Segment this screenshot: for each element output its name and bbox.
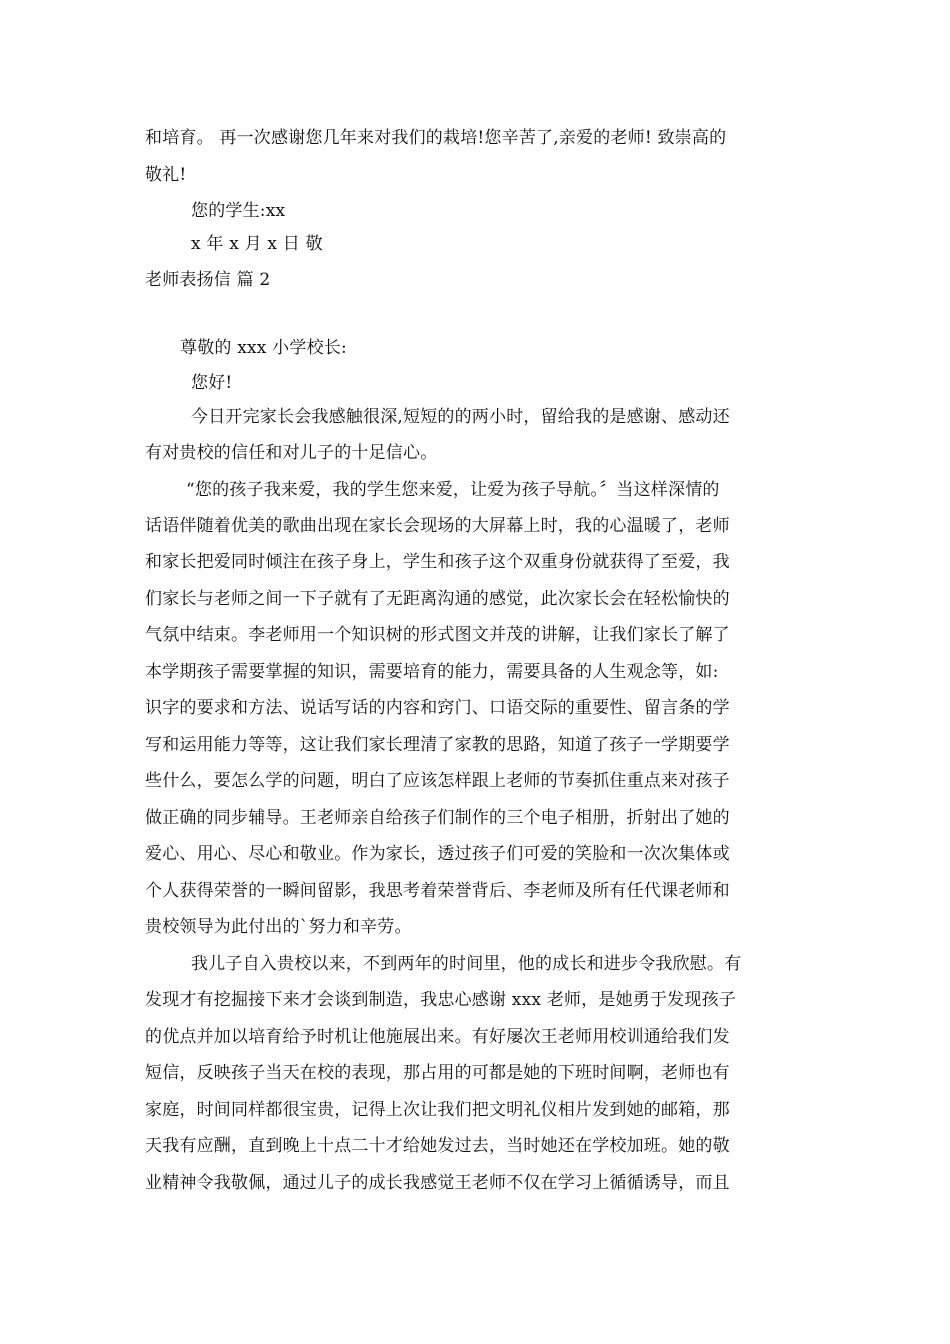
paragraph-line: 和家长把爱同时倾注在孩子身上，学生和孩子这个双重身份就获得了至爱，我 [145, 552, 730, 572]
paragraph-line: 些什么，要怎么学的问题，明白了应该怎样跟上老师的节奏抓住重点来对孩子 [145, 771, 730, 791]
paragraph-line: 业精神令我敬佩，通过儿子的成长我感觉王老师不仅在学习上循循诱导，而且 [145, 1173, 730, 1193]
paragraph-line: 天我有应酬，直到晚上十点二十才给她发过去，当时她还在学校加班。她的敬 [145, 1136, 730, 1156]
text-line: 敬礼! [145, 165, 187, 185]
paragraph-line: 个人获得荣誉的一瞬间留影，我思考着荣誉背后、李老师及所有任代课老师和 [145, 881, 730, 901]
paragraph-line: “您的孩子我来爱，我的学生您来爱，让爱为孩子导航。〞当这样深情的 [186, 480, 720, 500]
paragraph-line: 气氛中结束。李老师用一个知识树的形式图文并茂的讲解，让我们家长了解了 [145, 625, 730, 645]
date-line: x 年 x 月 x 日 敬 [191, 234, 323, 254]
salutation: 尊敬的 xxx 小学校长: [180, 338, 347, 358]
paragraph-line: 发现才有挖掘接下来才会谈到制造，我忠心感谢 xxx 老师，是她勇于发现孩子 [145, 990, 736, 1010]
paragraph-line: 做正确的同步辅导。王老师亲自给孩子们制作的三个电子相册，折射出了她的 [145, 808, 730, 828]
paragraph-line: 爱心、用心、尽心和敬业。作为家长，透过孩子们可爱的笑脸和一次次集体或 [145, 844, 730, 864]
paragraph-line: 本学期孩子需要掌握的知识，需要培育的能力，需要具备的人生观念等，如: [145, 662, 719, 682]
paragraph-line: 今日开完家长会我感触很深,短短的的两小时，留给我的是感谢、感动还 [191, 407, 730, 427]
paragraph-line: 有对贵校的信任和对儿子的十足信心。 [145, 443, 438, 463]
paragraph-line: 贵校领导为此付出的`努力和辛劳。 [145, 917, 412, 937]
paragraph-line: 短信，反映孩子当天在校的表现，那占用的可都是她的下班时间啊，老师也有 [145, 1063, 730, 1083]
paragraph-line: 我儿子自入贵校以来，不到两年的时间里，他的成长和进步令我欣慰。有 [191, 954, 742, 974]
text-line: 和培育。 再一次感谢您几年来对我们的栽培!您辛苦了,亲爱的老师! 致崇高的 [145, 128, 727, 148]
paragraph-line: 的优点并加以培育给予时机让他施展出来。有好屡次王老师用校训通给我们发 [145, 1027, 730, 1047]
paragraph-line: 们家长与老师之间一下子就有了无距离沟通的感觉，此次家长会在轻松愉快的 [145, 589, 730, 609]
paragraph-line: 识字的要求和方法、说话写话的内容和窍门、口语交际的重要性、留言条的学 [145, 698, 730, 718]
greeting: 您好! [191, 373, 233, 393]
signature: 您的学生:xx [191, 201, 286, 221]
paragraph-line: 话语伴随着优美的歌曲出现在家长会现场的大屏幕上时，我的心温暖了，老师 [145, 516, 730, 536]
paragraph-line: 写和运用能力等等，这让我们家长理清了家教的思路，知道了孩子一学期要学 [145, 735, 730, 755]
section-title: 老师表扬信 篇 2 [145, 270, 271, 290]
paragraph-line: 家庭，时间同样都很宝贵，记得上次让我们把文明礼仪相片发到她的邮箱，那 [145, 1100, 730, 1120]
